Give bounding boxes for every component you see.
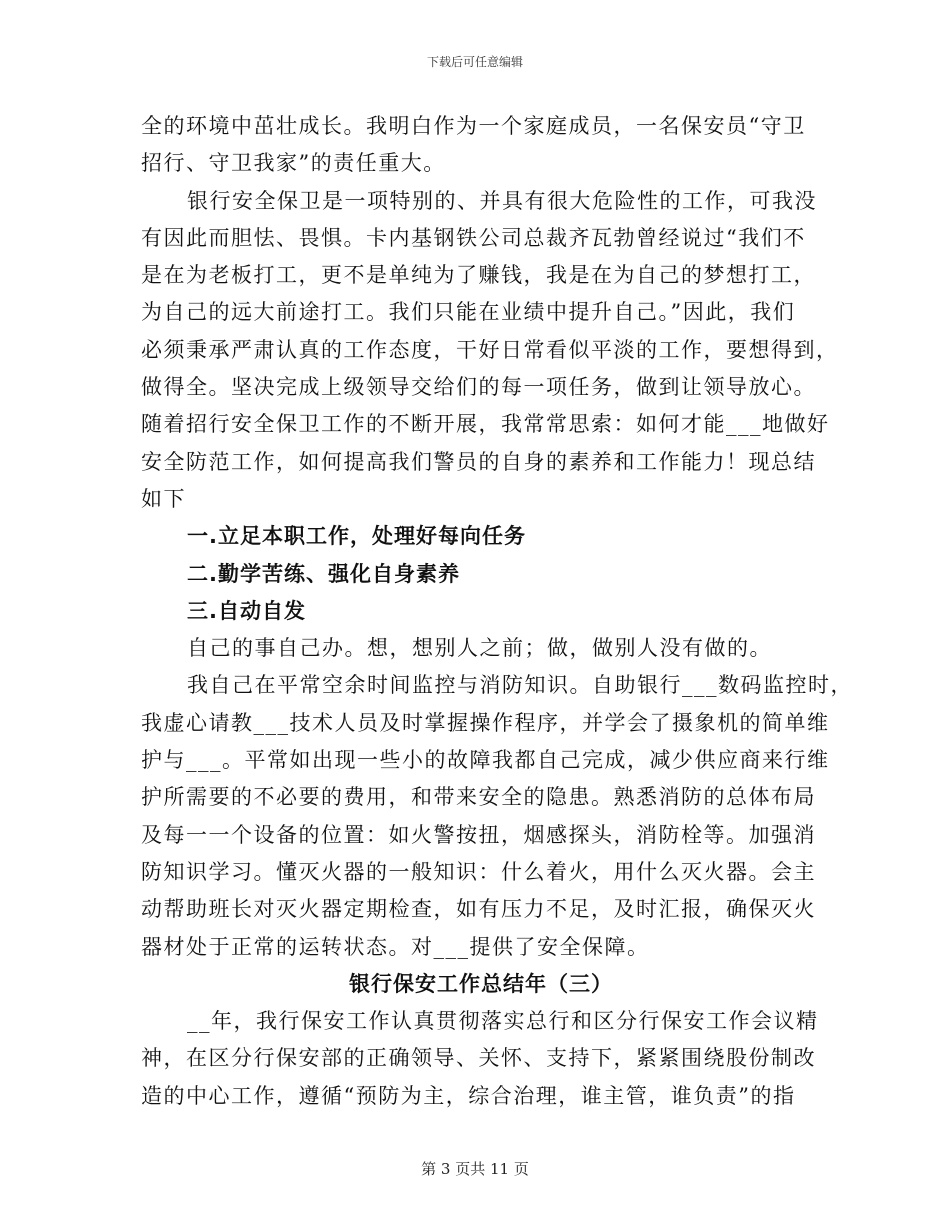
body-line: 安全防范工作，如何提高我们警员的自身的素养和工作能力！现总结 [141,449,816,474]
document-title: 银行保安工作总结年（三） [349,971,613,996]
body-line: 是在为老板打工，更不是单纯为了赚钱，我是在为自己的梦想打工， [141,263,816,288]
body-line: 造的中心工作，遵循“预防为主，综合治理，谁主管，谁负责”的指 [141,1083,796,1108]
body-line: 护与___。平常如出现一些小的故障我都自己完成，减少供应商来行维 [141,748,830,773]
body-line: 招行、守卫我家”的责任重大。 [141,151,446,176]
document-body [141,108,853,1115]
body-line: 动帮助班长对灭火器定期检查，如有压力不足，及时汇报，确保灭火 [141,897,816,922]
paragraph-start-line: 我自己在平常空余时间监控与消防知识。自助银行___数码监控时， [187,673,853,698]
body-line: 做得全。坚决完成上级领导交给们的每一项任务，做到让领导放心。 [141,375,816,400]
body-line: 如下 [141,486,186,511]
section-heading: 三.自动自发 [187,598,306,623]
paragraph-start-line: 银行安全保卫是一项特别的、并具有很大危险性的工作，可我没 [187,188,817,213]
body-line: 神，在区分行保安部的正确领导、关怀、支持下，紧紧围绕股份制改 [141,1046,816,1071]
paragraph-start-line: 自己的事自己办。想，想别人之前；做，做别人没有做的。 [187,636,772,661]
body-line: 有因此而胆怯、畏惧。卡内基钢铁公司总裁齐瓦勃曾经说过“我们不 [141,225,806,250]
body-line: 必须秉承严肃认真的工作态度，干好日常看似平淡的工作，要想得到， [141,337,839,362]
body-line: 全的环境中茁壮成长。我明白作为一个家庭成员，一名保安员“守卫 [141,114,806,138]
body-line: 我虚心请教___技术人员及时掌握操作程序，并学会了摄象机的简单维 [141,710,830,735]
body-line: 及每一一个设备的位置：如火警按扭，烟感探头，消防栓等。加强消 [141,822,816,847]
page-footer: 第 3 页共 11 页 [421,1160,529,1178]
body-line: 防知识学习。懂灭火器的一般知识：什么着火，用什么灭火器。会主 [141,859,816,884]
page-header: 下载后可任意编辑 [426,55,523,69]
body-line: 随着招行安全保卫工作的不断开展，我常常思索：如何才能___地做好 [141,412,830,437]
section-heading: 一.立足本职工作，处理好每向任务 [187,524,526,549]
paragraph-start-line: __年，我行保安工作认真贯彻落实总行和区分行保安工作会议精 [187,1009,819,1034]
body-line: 为自己的远大前途打工。我们只能在业绩中提升自己。”因此，我们 [141,300,796,325]
body-line: 护所需要的不必要的费用，和带来安全的隐患。熟悉消防的总体布局 [141,785,816,810]
body-line: 器材处于正常的运转状态。对___提供了安全保障。 [141,934,650,959]
section-heading: 二.勤学苦练、强化自身素养 [187,561,460,586]
